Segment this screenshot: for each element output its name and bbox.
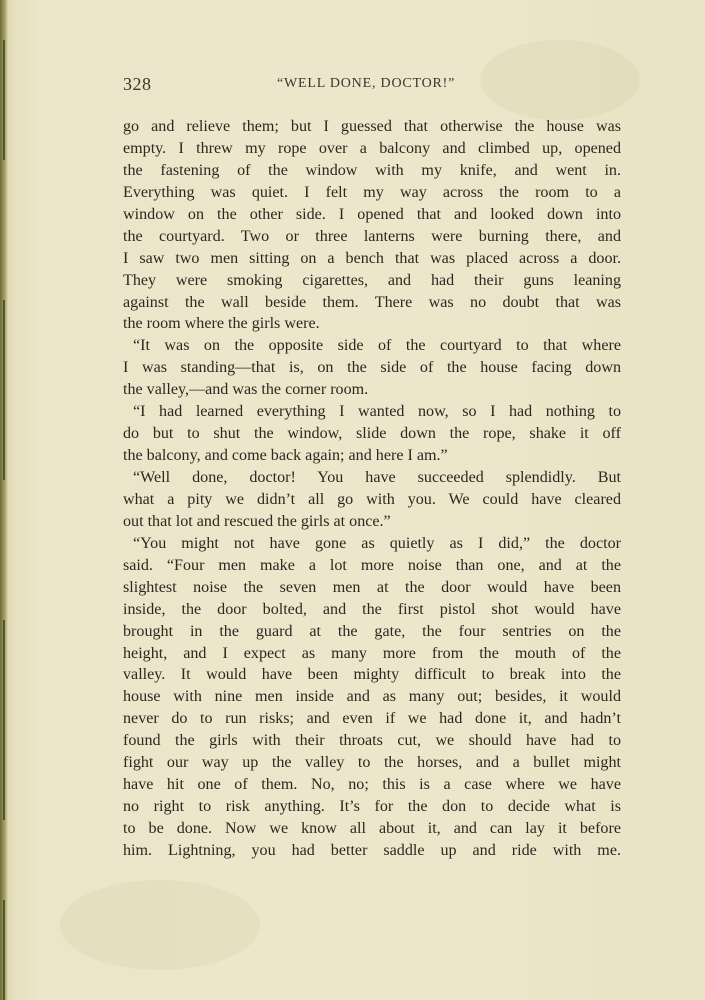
text-line: window on the other side. I opened that and looked down into — [123, 205, 621, 223]
text-line: have hit one of them. No, no; this is a case where we have — [123, 776, 621, 794]
text-line: I was standing—that is, on the side of the house facing down — [123, 359, 621, 377]
page-header — [123, 74, 621, 98]
text-line: the room where the girls were. — [123, 315, 320, 333]
text-line: brought in the guard at the gate, the four sentries on the — [123, 622, 621, 640]
text-line: inside, the door bolted, and the first pistol shot would have — [123, 600, 621, 618]
text-line: Everything was quiet. I felt my way across the room to a — [123, 183, 621, 201]
text-line: “It was on the opposite side of the courtyard to that where — [133, 337, 621, 355]
text-line: empty. I threw my rope over a balcony and climbed up, opened — [123, 139, 621, 157]
paper-stain — [60, 880, 260, 970]
text-line: the courtyard. Two or three lanterns were burning there, and — [123, 227, 621, 245]
page-number: 328 — [123, 74, 152, 94]
text-line: against the wall beside them. There was no doubt that was — [123, 293, 621, 311]
text-line: what a pity we didn’t all go with you. We could have cleared — [123, 490, 621, 508]
text-line: go and relieve them; but I guessed that otherwise the house was — [123, 118, 621, 135]
text-line: him. Lightning, you had better saddle up and ride with me. — [123, 841, 621, 859]
text-line: “Well done, doctor! You have succeeded splendidly. But — [133, 469, 621, 486]
text-line: no right to risk anything. It’s for the don to decide what is — [123, 798, 621, 816]
text-line: “You might not have gone as quietly as I did,” the doctor — [133, 534, 621, 552]
text-line: house with nine men inside and as many out; besides, it would — [123, 688, 621, 706]
text-line: do but to shut the window, slide down the rope, shake it off — [123, 425, 621, 443]
spine-mark — [3, 620, 5, 820]
spine-mark — [3, 40, 5, 160]
text-line: height, and I expect as many more from the mouth of the — [123, 644, 621, 662]
text-line: slightest noise the seven men at the door would have been — [123, 578, 621, 596]
text-line: I saw two men sitting on a bench that was placed across a door. — [123, 249, 621, 267]
text-line: out that lot and rescued the girls at once.” — [123, 512, 391, 530]
body-text — [123, 116, 621, 862]
text-line: “I had learned everything I wanted now, so I had nothing to — [133, 403, 621, 421]
text-line: to be done. Now we know all about it, and can lay it before — [123, 820, 621, 837]
text-line: valley. It would have been mighty difficult to break into the — [123, 666, 621, 684]
running-title: “WELL DONE, DOCTOR!” — [277, 76, 456, 91]
text-line: found the girls with their throats cut, we should have had to — [123, 732, 621, 750]
text-line: never do to run risks; and even if we had done it, and hadn’t — [123, 710, 621, 728]
text-line: said. “Four men make a lot more noise than one, and at the — [123, 556, 621, 574]
text-line: the balcony, and come back again; and here I am.” — [123, 447, 448, 465]
text-line: fight our way up the valley to the horses, and a bullet might — [123, 754, 621, 772]
text-line: They were smoking cigarettes, and had their guns leaning — [123, 271, 621, 289]
text-line: the valley,—and was the corner room. — [123, 381, 369, 399]
spine-mark — [3, 300, 5, 480]
spine-mark — [3, 900, 5, 1000]
text-line: the fastening of the window with my knife, and went in. — [123, 161, 621, 179]
